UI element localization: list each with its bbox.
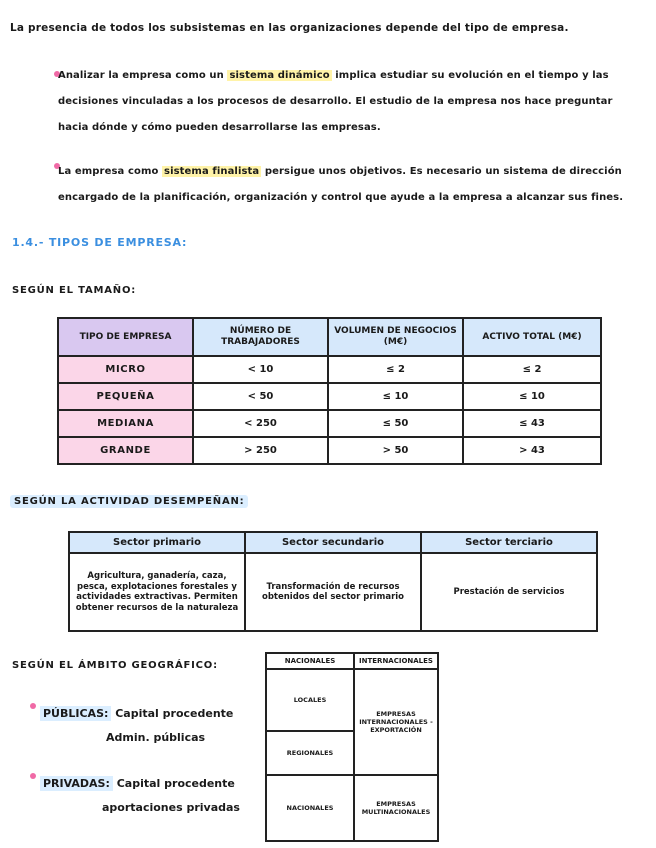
- public-label: PÚBLICAS:: [40, 706, 111, 721]
- activity-header: Sector primario: [69, 532, 245, 553]
- bullet1-part1: Analizar la empresa como un: [58, 70, 228, 81]
- size-cell: ≤ 2: [328, 356, 463, 383]
- section-title: 1.4.- TIPOS DE EMPRESA:: [12, 236, 188, 249]
- bullet2-part2: persigue unos objetivos. Es necesario un sistema de dirección encargado de la planificación, organización y control que ayude a la empresa a alcanzar sus fines.: [58, 166, 624, 203]
- private-label: PRIVADAS:: [40, 776, 113, 791]
- bullet-dot: [30, 703, 36, 709]
- geo-header: INTERNACIONALES: [354, 653, 438, 669]
- bullet1-part2: implica estudiar su evolución en el tiempo y las decisiones vinculadas a los procesos de desarrollo. El estudio de la empresa nos hace preguntar hacia dónde y cómo pueden desarrollarse las empresas.: [58, 70, 613, 133]
- geo-cell: EMPRESAS MULTINACIONALES: [354, 775, 438, 841]
- table-row: [69, 553, 597, 631]
- size-cell: ≤ 43: [463, 410, 601, 437]
- bullet-dot: [30, 773, 36, 779]
- geo-cell: NACIONALES: [266, 775, 354, 841]
- public-line-1: [40, 707, 233, 720]
- size-cell: < 10: [193, 356, 328, 383]
- activity-cell: Agricultura, ganadería, caza, pesca, explotaciones forestales y actividades extractivas. Permiten obtener recursos de la naturaleza: [69, 553, 245, 631]
- activity-cell: Transformación de recursos obtenidos del sector primario: [245, 553, 421, 631]
- public-text: Capital procedente: [115, 707, 234, 720]
- activity-section-title: [10, 496, 248, 507]
- size-cell: > 250: [193, 437, 328, 464]
- bullet2-highlight: sistema finalista: [164, 166, 260, 177]
- bullet1-highlight: sistema dinámico: [229, 70, 330, 81]
- size-cell: ≤ 2: [463, 356, 601, 383]
- size-cell: MEDIANA: [58, 410, 193, 437]
- private-line-2: aportaciones privadas: [102, 801, 240, 814]
- bullet-paragraph-1: [58, 63, 643, 141]
- geo-cell: EMPRESAS INTERNACIONALES - EXPORTACIÓN: [354, 669, 438, 775]
- private-line-1: [40, 777, 235, 790]
- size-cell: ≤ 50: [328, 410, 463, 437]
- size-cell: GRANDE: [58, 437, 193, 464]
- geo-cell: LOCALES: [266, 669, 354, 731]
- size-cell: < 250: [193, 410, 328, 437]
- geo-header: NACIONALES: [266, 653, 354, 669]
- bullet2-part1: La empresa como: [58, 166, 163, 177]
- bullet-paragraph-2: [58, 159, 643, 211]
- size-header-workers: NÚMERO DE TRABAJADORES: [193, 318, 328, 356]
- geo-table: [265, 652, 439, 842]
- activity-header: Sector secundario: [245, 532, 421, 553]
- activity-table: [68, 531, 598, 632]
- activity-cell: Prestación de servicios: [421, 553, 597, 631]
- table-row: [58, 437, 601, 464]
- geo-cell: REGIONALES: [266, 731, 354, 775]
- size-cell: MICRO: [58, 356, 193, 383]
- geo-section-title: SEGÚN EL ÁMBITO GEOGRÁFICO:: [12, 660, 218, 671]
- size-cell: ≤ 10: [463, 383, 601, 410]
- table-row: [58, 383, 601, 410]
- table-row: [58, 356, 601, 383]
- size-section-title: SEGÚN EL TAMAÑO:: [12, 285, 137, 296]
- size-cell: > 50: [328, 437, 463, 464]
- size-table: [57, 317, 602, 465]
- size-cell: PEQUEÑA: [58, 383, 193, 410]
- private-text: Capital procedente: [116, 777, 235, 790]
- intro-text: La presencia de todos los subsistemas en las organizaciones depende del tipo de empresa.: [10, 22, 569, 34]
- table-row: [266, 775, 438, 841]
- table-row: [266, 669, 438, 731]
- activity-header: Sector terciario: [421, 532, 597, 553]
- size-cell: ≤ 10: [328, 383, 463, 410]
- size-header-assets: ACTIVO TOTAL (M€): [463, 318, 601, 356]
- public-line-2: Admin. públicas: [106, 731, 206, 744]
- size-header-type: TIPO DE EMPRESA: [58, 318, 193, 356]
- activity-title-text: SEGÚN LA ACTIVIDAD DESEMPEÑAN:: [10, 495, 248, 508]
- size-cell: > 43: [463, 437, 601, 464]
- table-row: [58, 410, 601, 437]
- size-header-volume: VOLUMEN DE NEGOCIOS (M€): [328, 318, 463, 356]
- size-cell: < 50: [193, 383, 328, 410]
